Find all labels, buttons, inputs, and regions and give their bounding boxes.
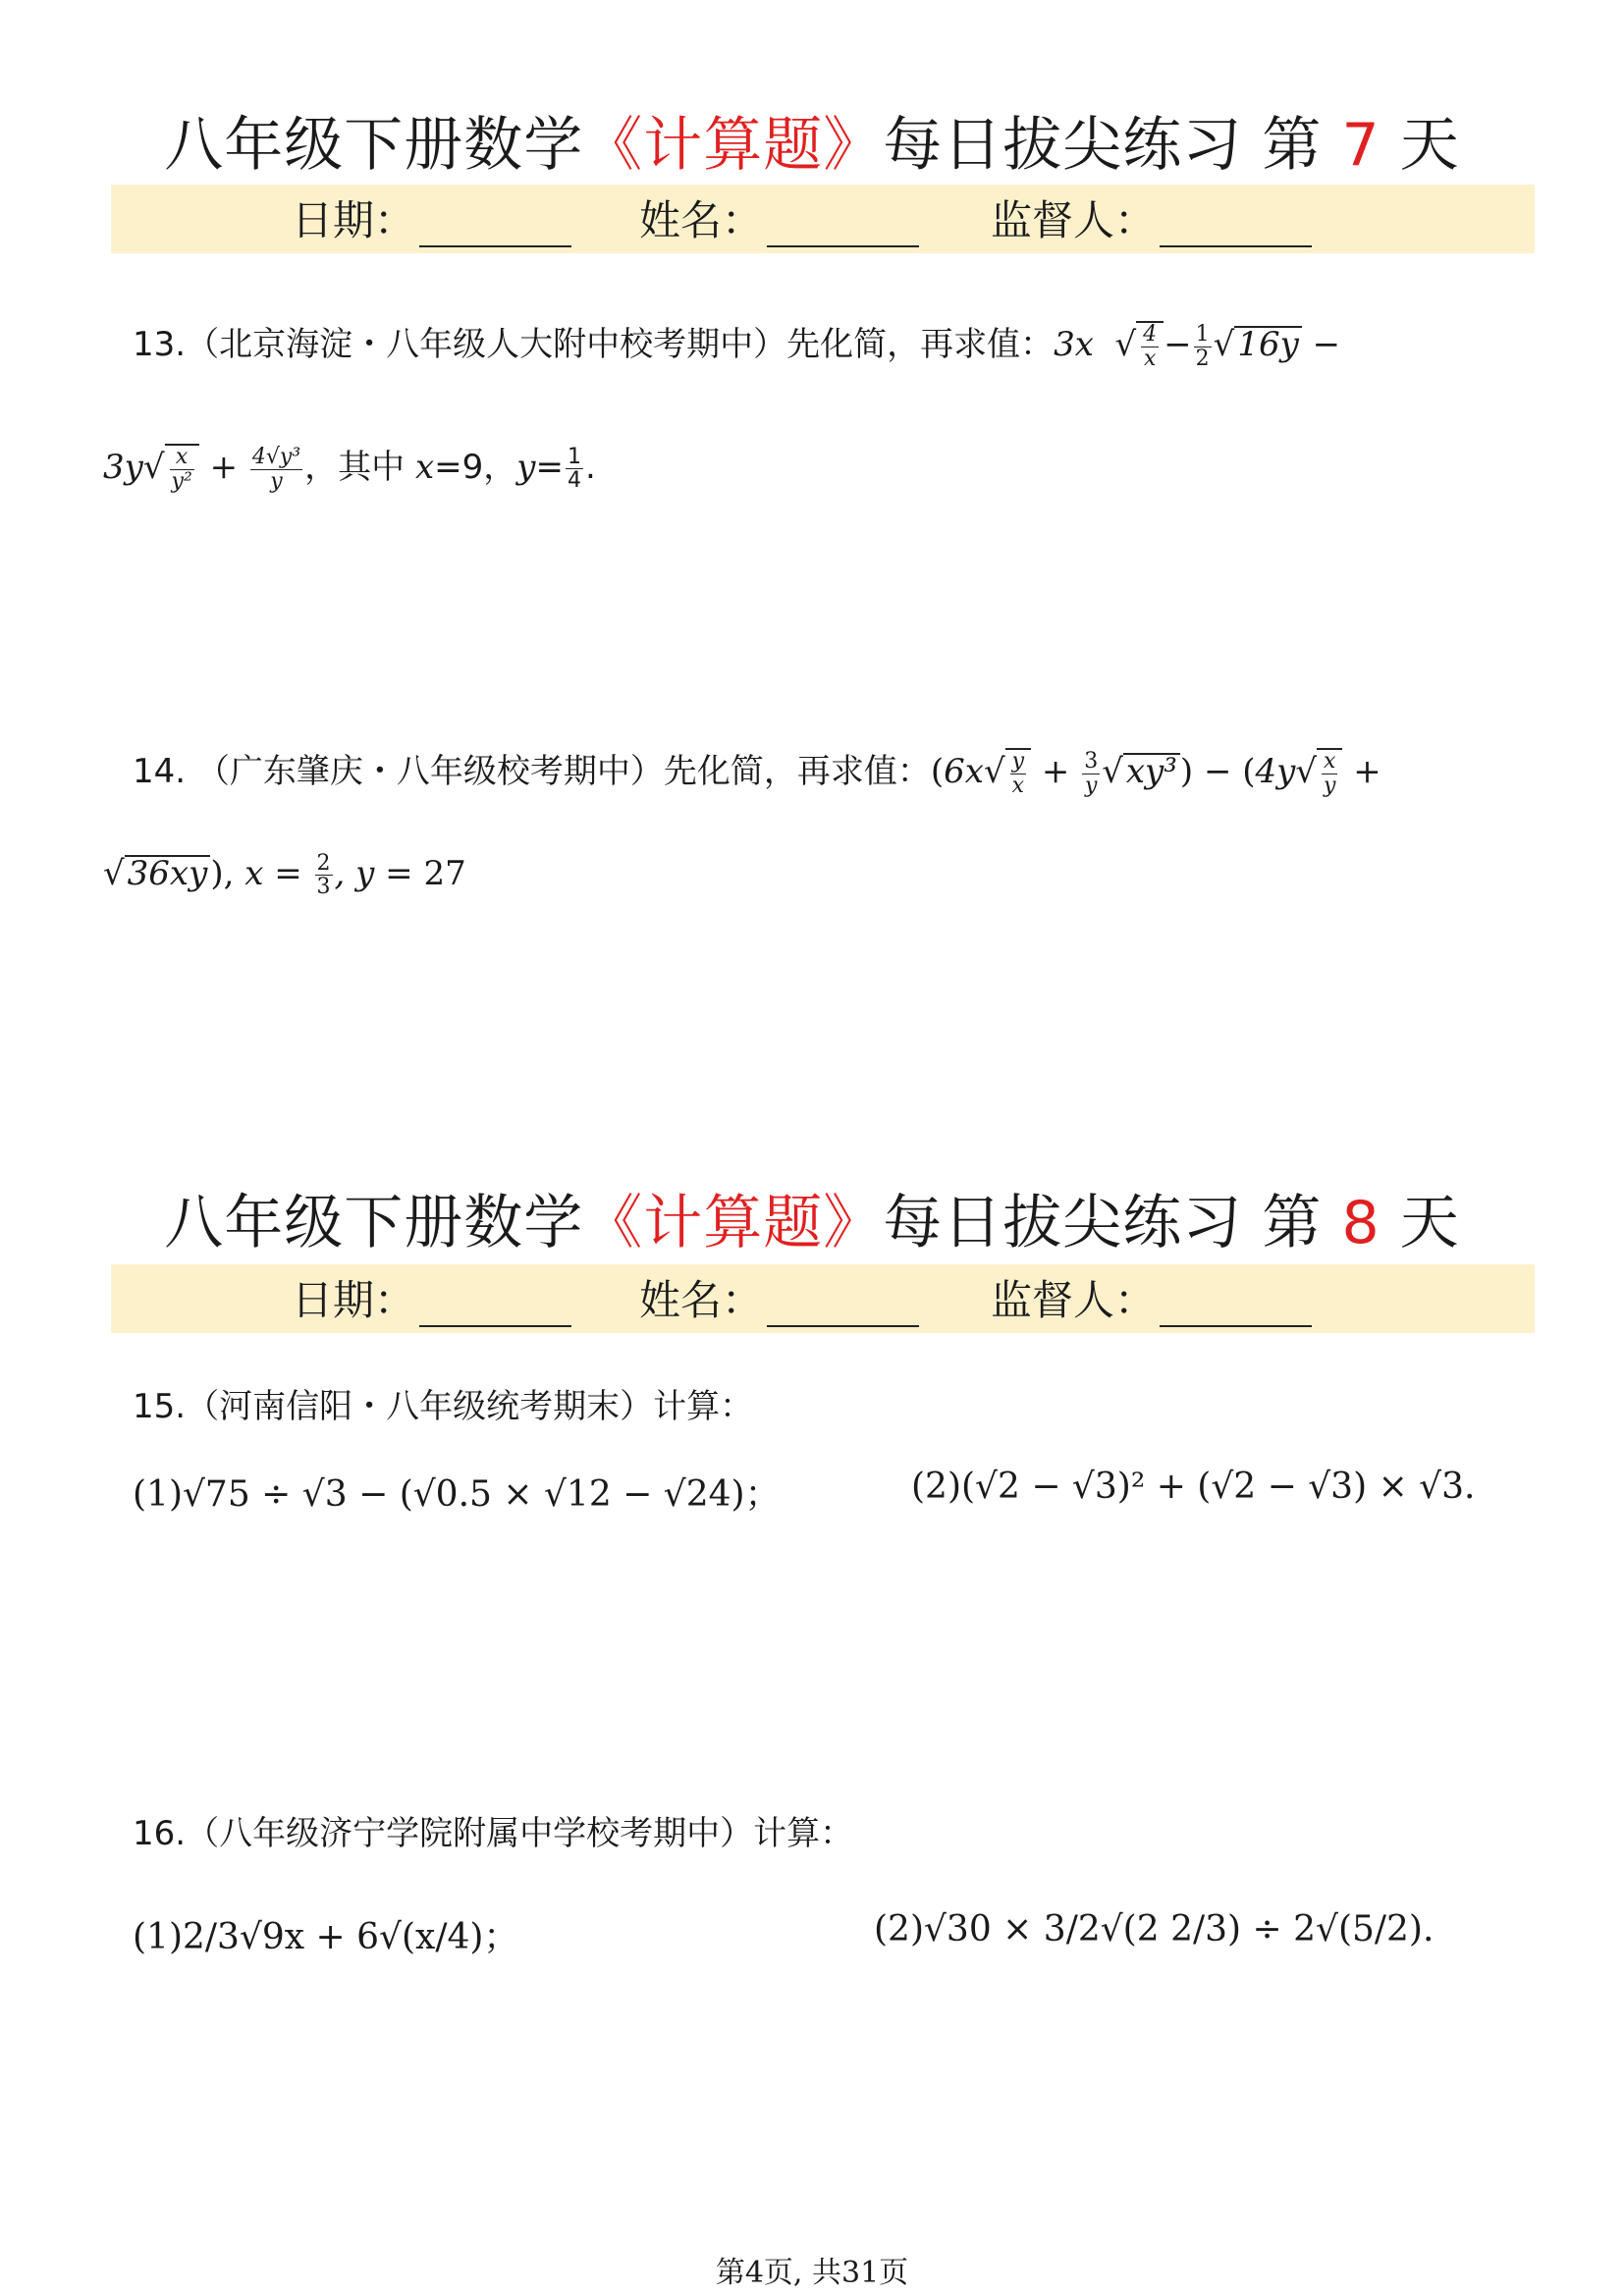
title-middle: 每日拔尖练习 第: [883, 1189, 1323, 1257]
supervisor-blank[interactable]: [1160, 1282, 1312, 1327]
title-highlight: 《计算题》: [583, 111, 884, 180]
name-blank[interactable]: [767, 202, 919, 247]
date-label: 日期：: [292, 1276, 416, 1324]
question-14-line2: [103, 852, 466, 898]
question-14-prefix: 14. （广东肇庆・八年级校考期中）先化简，再求值：: [133, 752, 931, 791]
title-prefix: 八年级下册数学: [164, 1189, 584, 1257]
page-number-footer: 第4页, 共31页: [715, 2256, 909, 2290]
name-field: [639, 188, 919, 247]
question-15-part-1: (1)√75 ÷ √3 − (√0.5 × √12 − √24)；: [133, 1474, 781, 1515]
question-13-tail: ，其中 x=9，y= $\frac{1}{4}$ .: [304, 444, 596, 493]
supervisor-label: 监督人：: [991, 1276, 1157, 1324]
date-label: 日期：: [292, 196, 416, 244]
title-suffix: 天: [1399, 111, 1460, 180]
question-16: 16.（八年级济宁学院附属中学校考期中）计算：: [133, 1814, 854, 1853]
name-blank[interactable]: [767, 1282, 919, 1327]
name-field: [639, 1268, 919, 1327]
question-13-expr-b: 3y√ $\frac{x}{\text{y²}}$ + $\frac{\text{4√y³}}{y}$: [103, 445, 301, 494]
question-14-expr-a: (6x√ $\frac{y}{x}$ + $\frac{3}{y}$ √xy³) − (4y√ $\frac{x}{y}$ +: [930, 749, 1381, 798]
supervisor-label: 监督人：: [991, 196, 1157, 244]
question-15: 15.（河南信阳・八年级统考期末）计算：: [133, 1387, 754, 1426]
title-suffix: 天: [1399, 1189, 1460, 1257]
question-14-expr-b: √36xy), x = $\frac{2}{3}$ , y = 27: [103, 851, 466, 900]
question-13-prefix: 13.（北京海淀・八年级人大附中校考期中）先化简，再求值：: [133, 325, 1055, 364]
title-day-number: 7: [1341, 111, 1380, 180]
supervisor-field: [991, 1268, 1312, 1327]
question-13-expr-a: 3x √ $\frac{4}{x}$ − $\frac{1}{2}$ √16y −: [1054, 322, 1341, 371]
question-16-part-2: (2)√30 × 3/2√(2 2/3) ÷ 2√(5/2).: [874, 1909, 1435, 1949]
date-field: [292, 1268, 571, 1327]
title-prefix: 八年级下册数学: [164, 111, 584, 180]
supervisor-blank[interactable]: [1160, 202, 1312, 247]
info-band-day8: [111, 1264, 1535, 1333]
title-middle: 每日拔尖练习 第: [883, 111, 1323, 180]
title-day-number: 8: [1341, 1189, 1380, 1257]
section-title-day7: [0, 98, 1624, 183]
section-title-day8: [0, 1176, 1624, 1260]
date-blank[interactable]: [419, 202, 571, 247]
name-label: 姓名：: [639, 196, 764, 244]
question-15-part-2: (2)(√2 − √3)² + (√2 − √3) × √3.: [911, 1467, 1476, 1507]
info-band-day7: [111, 185, 1535, 253]
question-16-part-1: (1)2/3√9x + 6√(x/4)；: [133, 1917, 519, 1957]
supervisor-field: [991, 188, 1312, 247]
question-13: [133, 317, 1340, 370]
title-highlight: 《计算题》: [583, 1189, 884, 1257]
date-field: [292, 188, 571, 247]
date-blank[interactable]: [419, 1282, 571, 1327]
question-13-line2: [103, 440, 596, 493]
name-label: 姓名：: [639, 1276, 764, 1324]
question-14: [133, 744, 1381, 797]
